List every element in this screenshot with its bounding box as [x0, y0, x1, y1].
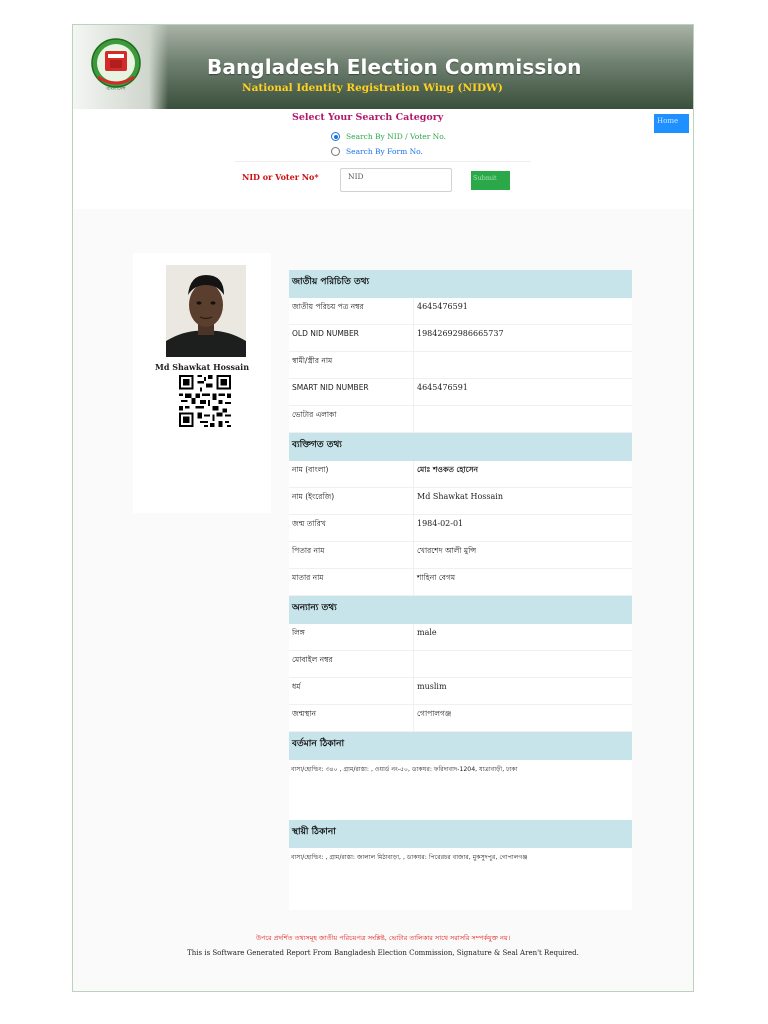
search-option-nid[interactable]	[331, 132, 446, 141]
info-row	[289, 624, 632, 651]
logo-caption: বাংলাদেশ	[106, 86, 126, 92]
info-label: OLD NID NUMBER	[289, 325, 414, 351]
info-label: জন্ম তারিখ	[289, 515, 414, 541]
search-option-form[interactable]	[331, 147, 423, 156]
home-button[interactable]: Home	[654, 114, 689, 133]
section-personal-header: ব্যক্তিগত তথ্য	[289, 433, 632, 461]
info-value: 1984-02-01	[417, 519, 464, 528]
nid-input[interactable]	[340, 168, 452, 192]
info-label: নাম (বাংলা)	[289, 461, 414, 487]
info-row	[289, 569, 632, 596]
info-value: 19842692986665737	[417, 329, 504, 338]
info-row	[289, 352, 632, 379]
qr-code-icon	[179, 375, 231, 427]
profile-card	[133, 253, 271, 513]
info-value: 4645476591	[417, 383, 468, 392]
info-row	[289, 705, 632, 732]
info-value: মোঃ শওকত হোসেন	[417, 465, 479, 474]
info-row	[289, 298, 632, 325]
info-row	[289, 406, 632, 433]
profile-name: Md Shawkat Hossain	[154, 362, 250, 372]
info-value: খোরশেদ আলী মুন্সি	[417, 546, 477, 555]
info-row	[289, 379, 632, 406]
info-label: মোবাইল নম্বর	[289, 651, 414, 677]
section-personal-rows	[289, 461, 632, 596]
page-title: Bangladesh Election Commission	[207, 55, 582, 79]
info-label: পিতার নাম	[289, 542, 414, 568]
section-national-rows	[289, 298, 632, 433]
info-value: 4645476591	[417, 302, 468, 311]
info-label: স্বামী/স্ত্রীর নাম	[289, 352, 414, 378]
info-row	[289, 325, 632, 352]
radio-form[interactable]	[331, 147, 340, 156]
info-row	[289, 651, 632, 678]
section-permanent-address-header: স্থায়ী ঠিকানা	[289, 820, 632, 848]
present-address-box	[289, 760, 632, 820]
logo-area	[73, 25, 168, 109]
radio-nid-label[interactable]: Search By NID / Voter No.	[346, 132, 447, 141]
section-other-header: অন্যান্য তথ্য	[289, 596, 632, 624]
info-label: জাতীয় পরিচয় পত্র নম্বর	[289, 298, 414, 324]
info-value	[414, 651, 632, 677]
info-row	[289, 488, 632, 515]
section-present-address-header: বর্তমান ঠিকানা	[289, 732, 632, 760]
info-label: ভোটার এলাকা	[289, 406, 414, 432]
info-value: Md Shawkat Hossain	[417, 492, 503, 501]
section-national-header: জাতীয় পরিচিতি তথ্য	[289, 270, 632, 298]
info-value	[414, 406, 632, 432]
info-label: নাম (ইংরেজি)	[289, 488, 414, 514]
info-label: SMART NID NUMBER	[289, 379, 414, 405]
info-label: লিঙ্গ	[289, 624, 414, 650]
info-row	[289, 542, 632, 569]
section-other-rows	[289, 624, 632, 732]
permanent-address-box	[289, 848, 632, 910]
info-label: ধর্ম	[289, 678, 414, 704]
search-divider	[235, 161, 531, 162]
footer-report-note: This is Software Generated Report From Bangladesh Election Commission, Signature & Seal Aren't Required.	[187, 949, 579, 957]
nid-info-panel	[289, 270, 632, 910]
search-category-heading: Select Your Search Category	[292, 112, 444, 123]
info-value: শাহিনা বেগম	[417, 573, 456, 582]
info-value	[414, 352, 632, 378]
submit-button[interactable]: Submit	[471, 171, 510, 190]
present-address-text: বাসা/হোল্ডিং: ৩৪০ , গ্রাম/রাস্তা: , ওয়ার্ড নং-৫০, ডাকঘর: ফরিদাবাদ-1204, যাত্রাবাড়ী, ঢাকা	[291, 766, 518, 773]
nid-field-label: NID or Voter No*	[242, 172, 319, 182]
radio-form-label[interactable]: Search By Form No.	[346, 147, 423, 156]
page-subtitle: National Identity Registration Wing (NIDW)	[242, 82, 503, 94]
header-banner	[73, 25, 693, 109]
permanent-address-text: বাসা/হোল্ডিং: , গ্রাম/রাস্তা: জালাল মিঠাবাড়া, , ডাকঘর: পিরেরচর বাজার, মুকসুদপুর, গোপালগঞ্জ	[291, 854, 528, 861]
info-value: muslim	[417, 682, 447, 691]
profile-photo	[166, 265, 246, 357]
footer-disclaimer: উপরে প্রদর্শিত তথ্যসমূহ জাতীয় পরিচয়পত্র সংশ্লিষ্ট, ভোটার তালিকার সাথে সরাসরি সম্পর্কযুক্ত নয়।	[255, 934, 511, 942]
election-commission-logo	[88, 37, 144, 93]
info-row	[289, 461, 632, 488]
report-frame	[72, 24, 694, 992]
info-label: জন্মস্থান	[289, 705, 414, 731]
info-row	[289, 515, 632, 542]
radio-nid[interactable]	[331, 132, 340, 141]
info-value: male	[417, 628, 437, 637]
info-row	[289, 678, 632, 705]
info-label: মাতার নাম	[289, 569, 414, 595]
search-panel	[73, 109, 693, 209]
info-value: গোপালগঞ্জ	[417, 709, 452, 718]
